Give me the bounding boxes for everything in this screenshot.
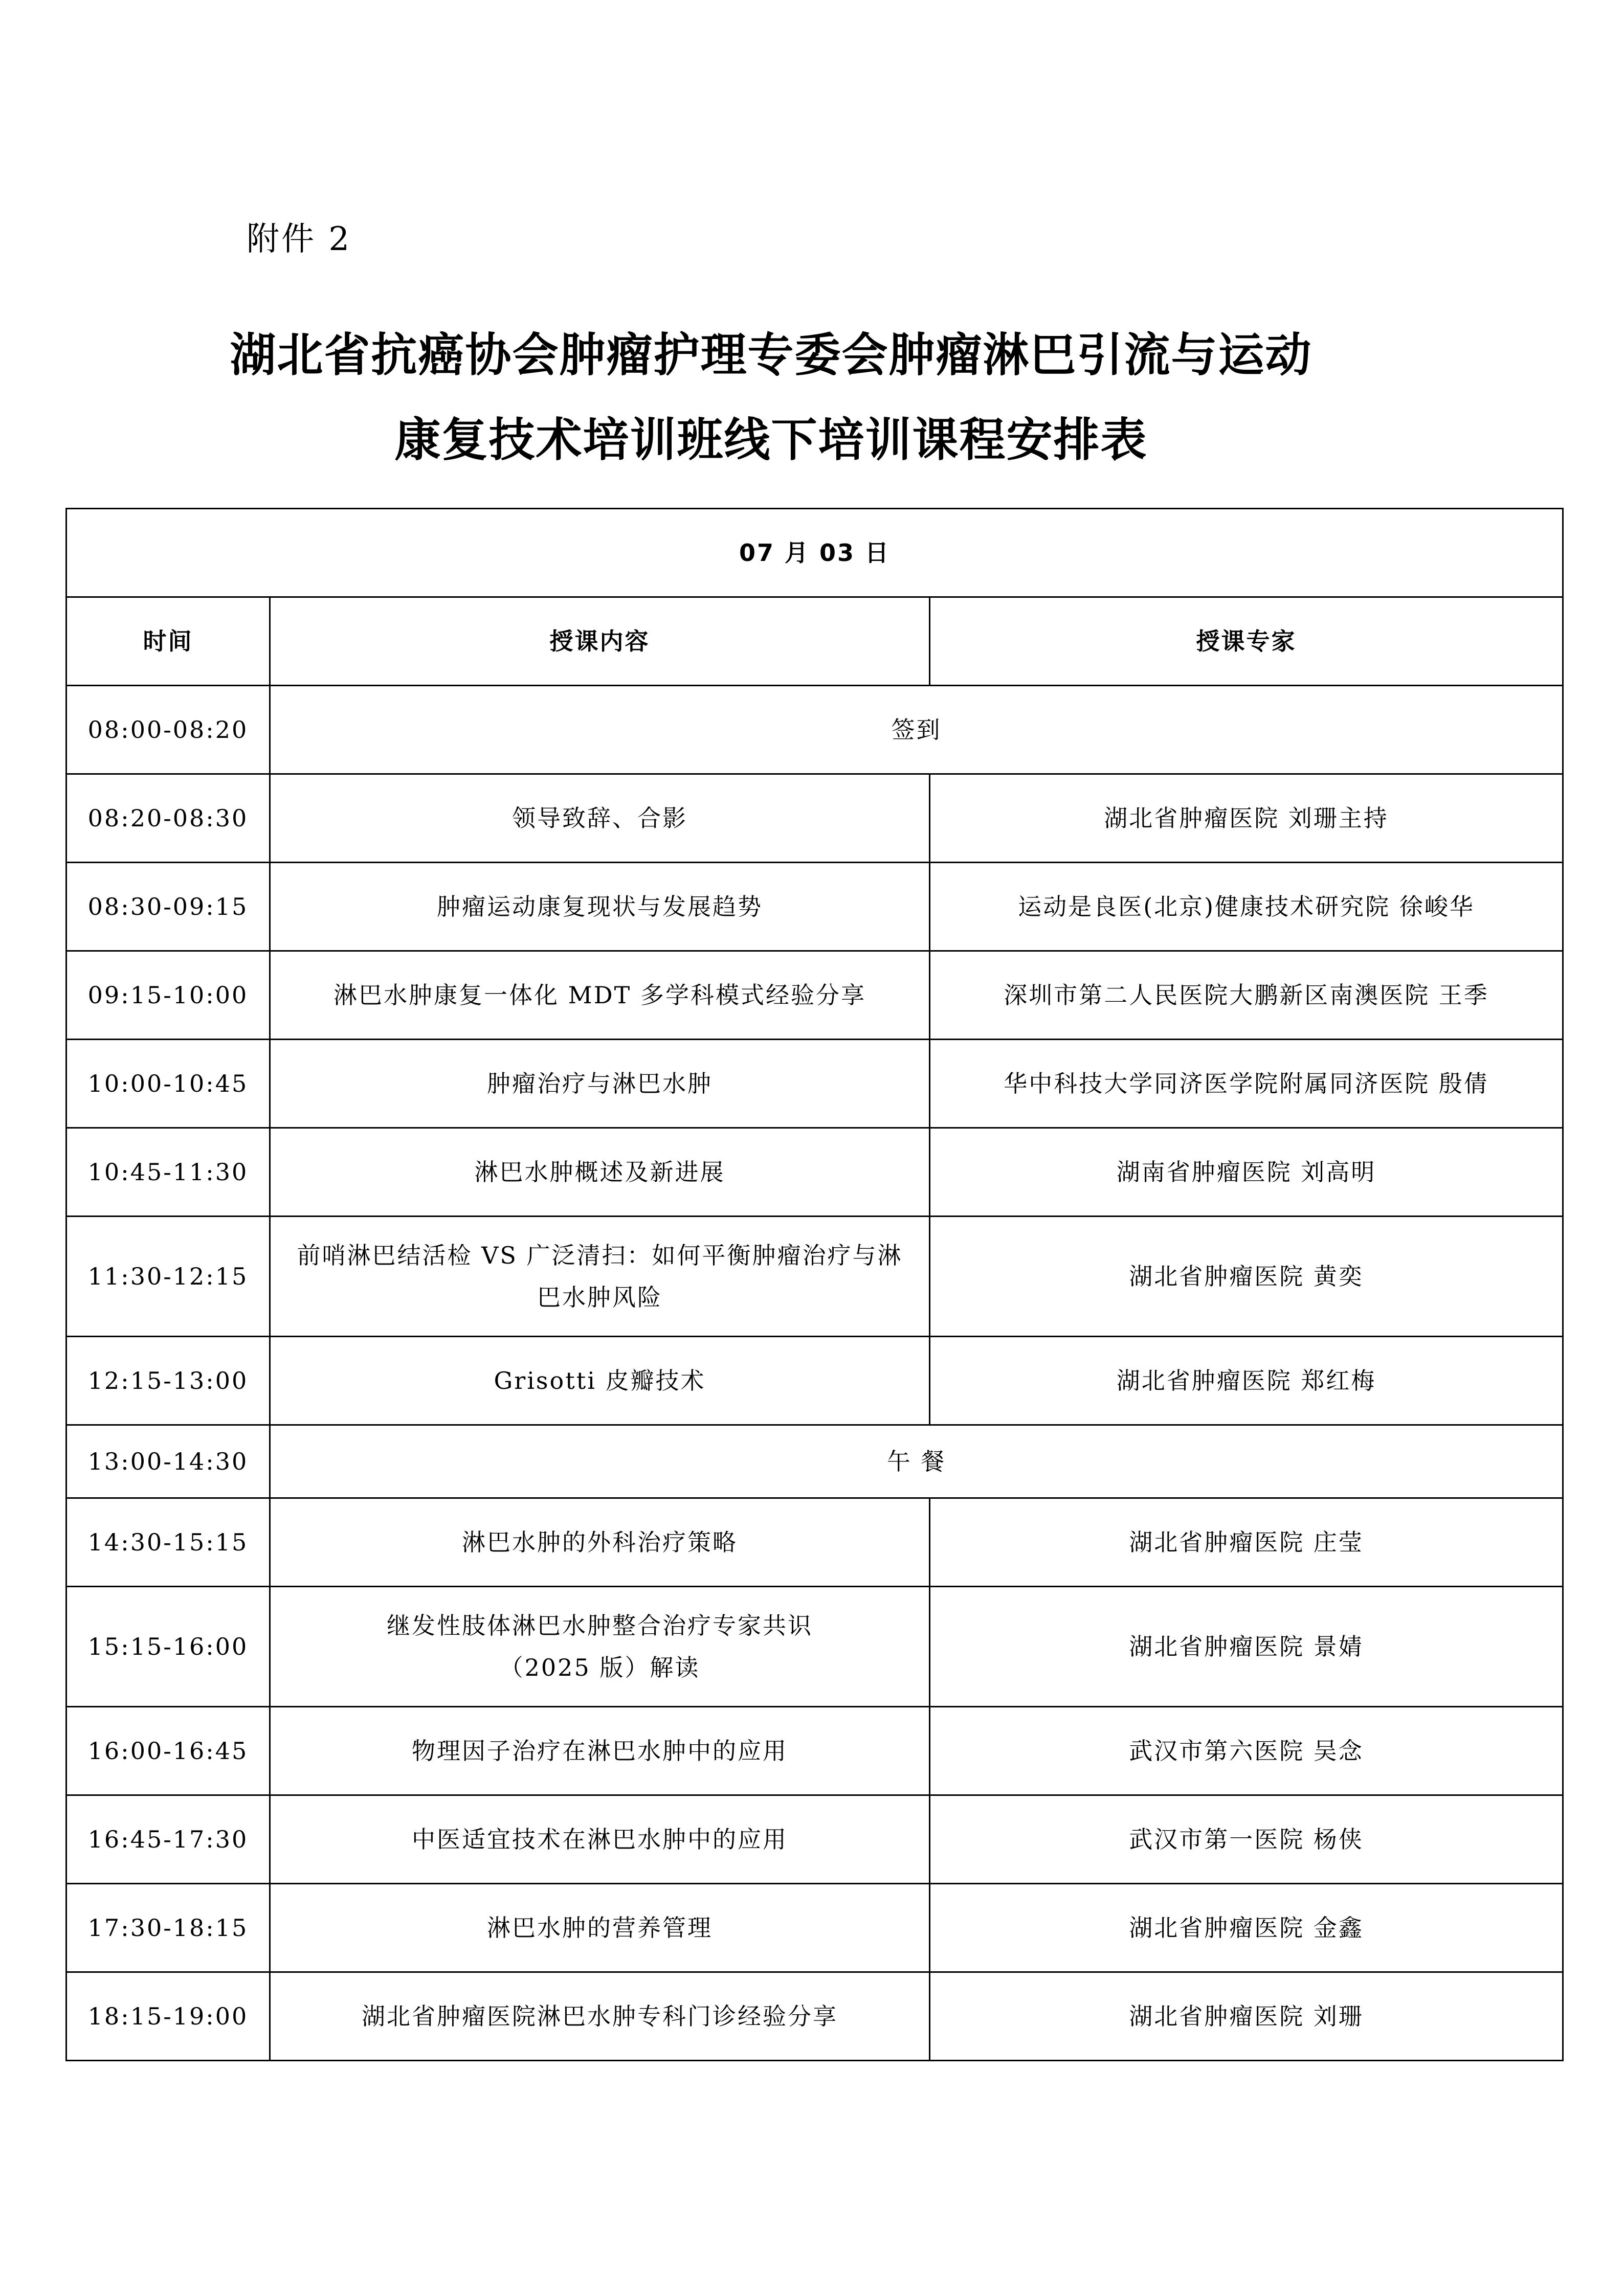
topic-line: 前哨淋巴结活检 VS 广泛清扫：如何平衡肿瘤治疗与淋 [297, 1242, 903, 1269]
time-cell: 09:15-10:00 [66, 951, 270, 1040]
time-cell: 16:45-17:30 [66, 1795, 270, 1884]
time-cell: 18:15-19:00 [66, 1972, 270, 2061]
expert-cell: 深圳市第二人民医院大鹏新区南澳医院 王季 [930, 951, 1563, 1040]
table-row [66, 1707, 1563, 1795]
schedule-table [65, 508, 1564, 2061]
schedule-date: 07 月 03 日 [66, 509, 1563, 597]
table-row [66, 1217, 1563, 1337]
expert-cell: 华中科技大学同济医学院附属同济医院 殷倩 [930, 1040, 1563, 1128]
table-row [66, 1040, 1563, 1128]
table-row [66, 774, 1563, 863]
topic-cell: 淋巴水肿的外科治疗策略 [270, 1498, 930, 1587]
topic-cell: 肿瘤运动康复现状与发展趋势 [270, 863, 930, 951]
document-title-line-1: 湖北省抗癌协会肿瘤护理专委会肿瘤淋巴引流与运动 [230, 328, 1312, 382]
topic-cell: 物理因子治疗在淋巴水肿中的应用 [270, 1707, 930, 1795]
expert-cell: 湖北省肿瘤医院 庄莹 [930, 1498, 1563, 1587]
topic-line: 继发性肢体淋巴水肿整合治疗专家共识 [387, 1612, 813, 1639]
expert-cell: 武汉市第六医院 吴念 [930, 1707, 1563, 1795]
header-row [66, 597, 1563, 686]
topic-cell: 淋巴水肿概述及新进展 [270, 1128, 930, 1217]
topic-cell: 领导致辞、合影 [270, 774, 930, 863]
time-cell: 08:30-09:15 [66, 863, 270, 951]
topic-cell: 湖北省肿瘤医院淋巴水肿专科门诊经验分享 [270, 1972, 930, 2061]
table-row [66, 1128, 1563, 1217]
time-cell: 12:15-13:00 [66, 1337, 270, 1425]
table-row [66, 863, 1563, 951]
topic-line: （2025 版）解读 [499, 1654, 700, 1681]
date-row [66, 509, 1563, 597]
header-expert: 授课专家 [930, 597, 1563, 686]
expert-cell: 运动是良医(北京)健康技术研究院 徐峻华 [930, 863, 1563, 951]
table-row [66, 686, 1563, 774]
time-cell: 14:30-15:15 [66, 1498, 270, 1587]
document-title-line-2: 康复技术培训班线下培训课程安排表 [394, 413, 1148, 467]
table-row [66, 1795, 1563, 1884]
header-topic: 授课内容 [270, 597, 930, 686]
time-cell: 08:00-08:20 [66, 686, 270, 774]
topic-line: 巴水肿风险 [537, 1284, 662, 1311]
header-time: 时间 [66, 597, 270, 686]
topic-cell: 淋巴水肿康复一体化 MDT 多学科模式经验分享 [270, 951, 930, 1040]
time-cell: 13:00-14:30 [66, 1425, 270, 1498]
topic-cell: 中医适宜技术在淋巴水肿中的应用 [270, 1795, 930, 1884]
table-row [66, 1972, 1563, 2061]
expert-cell: 湖北省肿瘤医院 黄奕 [930, 1217, 1563, 1337]
attachment-label: 附件 2 [247, 220, 352, 258]
topic-cell: 淋巴水肿的营养管理 [270, 1884, 930, 1972]
lunch-cell: 午 餐 [270, 1425, 1563, 1498]
expert-cell: 湖北省肿瘤医院 金鑫 [930, 1884, 1563, 1972]
topic-cell: 肿瘤治疗与淋巴水肿 [270, 1040, 930, 1128]
expert-cell: 湖南省肿瘤医院 刘高明 [930, 1128, 1563, 1217]
table-row [66, 1498, 1563, 1587]
topic-cell: Grisotti 皮瓣技术 [270, 1337, 930, 1425]
expert-cell: 湖北省肿瘤医院 刘珊主持 [930, 774, 1563, 863]
time-cell: 15:15-16:00 [66, 1587, 270, 1707]
expert-cell: 湖北省肿瘤医院 郑红梅 [930, 1337, 1563, 1425]
time-cell: 10:00-10:45 [66, 1040, 270, 1128]
table-row [66, 1425, 1563, 1498]
time-cell: 10:45-11:30 [66, 1128, 270, 1217]
table-row [66, 1337, 1563, 1425]
expert-cell: 湖北省肿瘤医院 刘珊 [930, 1972, 1563, 2061]
time-cell: 11:30-12:15 [66, 1217, 270, 1337]
time-cell: 16:00-16:45 [66, 1707, 270, 1795]
expert-cell: 武汉市第一医院 杨侠 [930, 1795, 1563, 1884]
table-row [66, 951, 1563, 1040]
topic-cell [270, 1587, 930, 1707]
table-row [66, 1587, 1563, 1707]
time-cell: 08:20-08:30 [66, 774, 270, 863]
sign-in-cell: 签到 [270, 686, 1563, 774]
topic-cell [270, 1217, 930, 1337]
table-row [66, 1884, 1563, 1972]
time-cell: 17:30-18:15 [66, 1884, 270, 1972]
expert-cell: 湖北省肿瘤医院 景婧 [930, 1587, 1563, 1707]
